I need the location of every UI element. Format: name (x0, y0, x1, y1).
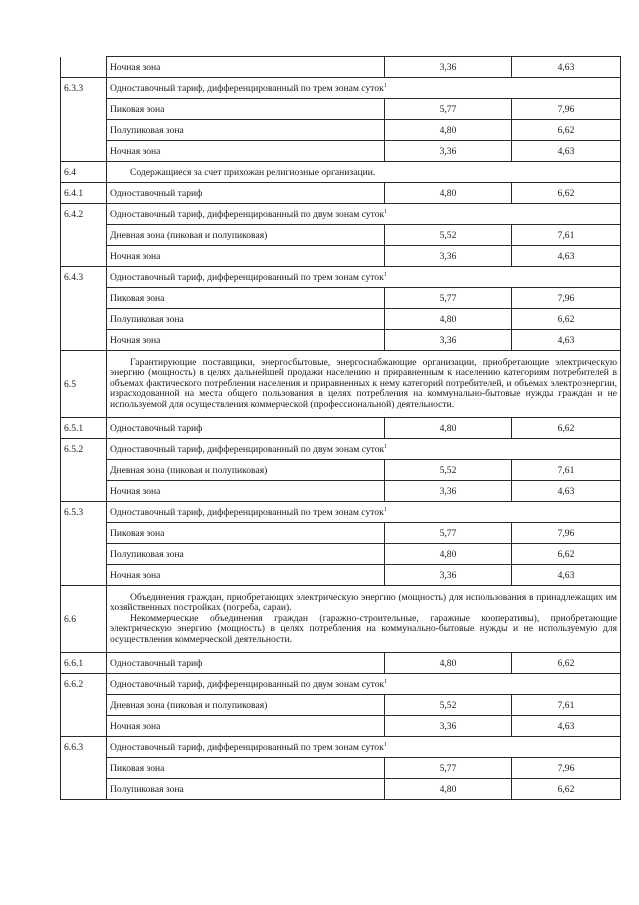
table-row (61, 544, 621, 565)
section-heading: Одноставочный тариф, дифференцированный по двум зонам суток$^1$ (107, 674, 621, 695)
tariff-value-2: 7,61 (512, 225, 621, 246)
table-row (61, 565, 621, 586)
item-number: 6.5.3 (61, 502, 107, 523)
tariff-value-2: 4,63 (512, 246, 621, 267)
tariff-value-1: 5,77 (385, 758, 512, 779)
tariff-name: Одноставочный тариф (107, 183, 385, 204)
item-number: 6.4.3 (61, 267, 107, 288)
zone-name: Дневная зона (пиковая и полупиковая) (107, 225, 385, 246)
zone-name: Дневная зона (пиковая и полупиковая) (107, 695, 385, 716)
category-description: Объединения граждан, приобретающих электрическую энергию (мощность) для использования в принадлежащих им хозяйственных постройках (погреба, сараи). Некоммерческие объединения граждан (гаражно-строительные, гаражные кооперативы), приобретающие электрическую энергию (мощность) в целях потребления на коммунально-бытовые нужды и не используемую для осуществления коммерческой деятельности. (107, 586, 621, 653)
table-row (61, 246, 621, 267)
tariff-value-2: 6,62 (512, 183, 621, 204)
table-row (61, 78, 621, 99)
tariff-table (60, 56, 621, 800)
tariff-value-2: 7,96 (512, 99, 621, 120)
tariff-value-1: 3,36 (385, 565, 512, 586)
table-row (61, 309, 621, 330)
category-heading: Содержащиеся за счет прихожан религиозные организации. (107, 162, 621, 183)
tariff-value-1: 3,36 (385, 57, 512, 78)
zone-name: Ночная зона (107, 141, 385, 162)
tariff-value-2: 6,62 (512, 779, 621, 800)
zone-name: Пиковая зона (107, 758, 385, 779)
item-number: 6.4 (61, 162, 107, 183)
table-row (61, 120, 621, 141)
item-number: 6.5.1 (61, 418, 107, 439)
tariff-value-1: 5,77 (385, 523, 512, 544)
tariff-name: Одноставочный тариф (107, 653, 385, 674)
table-row (61, 502, 621, 523)
tariff-value-1: 5,52 (385, 695, 512, 716)
section-heading: Одноставочный тариф, дифференцированный по двум зонам суток$^1$ (107, 204, 621, 225)
zone-name: Полупиковая зона (107, 779, 385, 800)
item-number: 6.6.1 (61, 653, 107, 674)
zone-name: Ночная зона (107, 716, 385, 737)
table-row (61, 418, 621, 439)
tariff-value-1: 3,36 (385, 716, 512, 737)
table-row (61, 141, 621, 162)
tariff-value-2: 7,96 (512, 288, 621, 309)
tariff-value-2: 4,63 (512, 481, 621, 502)
table-row (61, 99, 621, 120)
tariff-value-2: 4,63 (512, 330, 621, 351)
zone-name: Ночная зона (107, 246, 385, 267)
table-row (61, 460, 621, 481)
tariff-value-1: 4,80 (385, 309, 512, 330)
section-heading: Одноставочный тариф, дифференцированный по трем зонам суток$^1$ (107, 267, 621, 288)
tariff-value-1: 5,77 (385, 99, 512, 120)
item-number: 6.4.2 (61, 204, 107, 225)
section-heading: Одноставочный тариф, дифференцированный по трем зонам суток$^1$ (107, 78, 621, 99)
tariff-name: Одноставочный тариф (107, 418, 385, 439)
tariff-value-1: 4,80 (385, 120, 512, 141)
table-row (61, 779, 621, 800)
tariff-value-2: 4,63 (512, 57, 621, 78)
table-row (61, 288, 621, 309)
tariff-value-1: 4,80 (385, 653, 512, 674)
tariff-value-1: 5,77 (385, 288, 512, 309)
item-number: 6.6.2 (61, 674, 107, 695)
item-number: 6.6.3 (61, 737, 107, 758)
tariff-value-1: 3,36 (385, 330, 512, 351)
zone-name: Дневная зона (пиковая и полупиковая) (107, 460, 385, 481)
table-row (61, 204, 621, 225)
tariff-value-1: 4,80 (385, 779, 512, 800)
table-row (61, 439, 621, 460)
section-heading: Одноставочный тариф, дифференцированный по трем зонам суток$^1$ (107, 737, 621, 758)
zone-name: Полупиковая зона (107, 120, 385, 141)
table-row (61, 481, 621, 502)
item-number: 6.4.1 (61, 183, 107, 204)
section-heading: Одноставочный тариф, дифференцированный по двум зонам суток$^1$ (107, 439, 621, 460)
zone-name: Пиковая зона (107, 288, 385, 309)
tariff-value-1: 5,52 (385, 460, 512, 481)
tariff-value-1: 4,80 (385, 418, 512, 439)
tariff-value-1: 3,36 (385, 141, 512, 162)
tariff-value-2: 7,96 (512, 523, 621, 544)
zone-name: Ночная зона (107, 481, 385, 502)
table-row (61, 758, 621, 779)
zone-name: Ночная зона (107, 565, 385, 586)
tariff-value-1: 3,36 (385, 481, 512, 502)
table-row (61, 695, 621, 716)
table-row (61, 737, 621, 758)
category-description: Гарантирующие поставщики, энергосбытовые, энергоснабжающие организации, приобретающие электрическую энергию (мощность) в целях дальнейшей продажи населению и приравненным к населению категориям потребителей в объемах фактического потребления населения и приравненных к нему категорий потребителей, и объемах электроэнергии, израсходованной на места общего пользования в целях потребления на коммунально-бытовые нужды граждан и не используемой для осуществления коммерческой (профессиональной) деятельности. (107, 351, 621, 418)
table-row (61, 330, 621, 351)
table-row (61, 351, 621, 418)
zone-name: Полупиковая зона (107, 544, 385, 565)
item-number: 6.5.2 (61, 439, 107, 460)
table-row (61, 716, 621, 737)
tariff-value-1: 4,80 (385, 544, 512, 565)
zone-name: Ночная зона (107, 57, 385, 78)
table-row (61, 183, 621, 204)
tariff-value-2: 4,63 (512, 565, 621, 586)
tariff-value-2: 6,62 (512, 309, 621, 330)
table-row (61, 653, 621, 674)
zone-name: Пиковая зона (107, 99, 385, 120)
item-number-cell (61, 57, 107, 78)
table-row (61, 225, 621, 246)
tariff-value-2: 6,62 (512, 418, 621, 439)
tariff-value-2: 6,62 (512, 653, 621, 674)
zone-name: Ночная зона (107, 330, 385, 351)
tariff-value-2: 4,63 (512, 141, 621, 162)
table-row (61, 674, 621, 695)
tariff-value-2: 7,61 (512, 695, 621, 716)
section-heading: Одноставочный тариф, дифференцированный по трем зонам суток$^1$ (107, 502, 621, 523)
tariff-value-1: 5,52 (385, 225, 512, 246)
table-row (61, 267, 621, 288)
table-row (61, 523, 621, 544)
table-row (61, 162, 621, 183)
tariff-value-1: 4,80 (385, 183, 512, 204)
tariff-value-1: 3,36 (385, 246, 512, 267)
item-number: 6.3.3 (61, 78, 107, 99)
tariff-value-2: 6,62 (512, 544, 621, 565)
tariff-value-2: 7,96 (512, 758, 621, 779)
zone-name: Пиковая зона (107, 523, 385, 544)
tariff-value-2: 6,62 (512, 120, 621, 141)
item-number: 6.5 (61, 351, 107, 418)
table-row (61, 586, 621, 653)
item-number: 6.6 (61, 586, 107, 653)
zone-name: Полупиковая зона (107, 309, 385, 330)
tariff-value-2: 7,61 (512, 460, 621, 481)
table-row (61, 57, 621, 78)
tariff-value-2: 4,63 (512, 716, 621, 737)
